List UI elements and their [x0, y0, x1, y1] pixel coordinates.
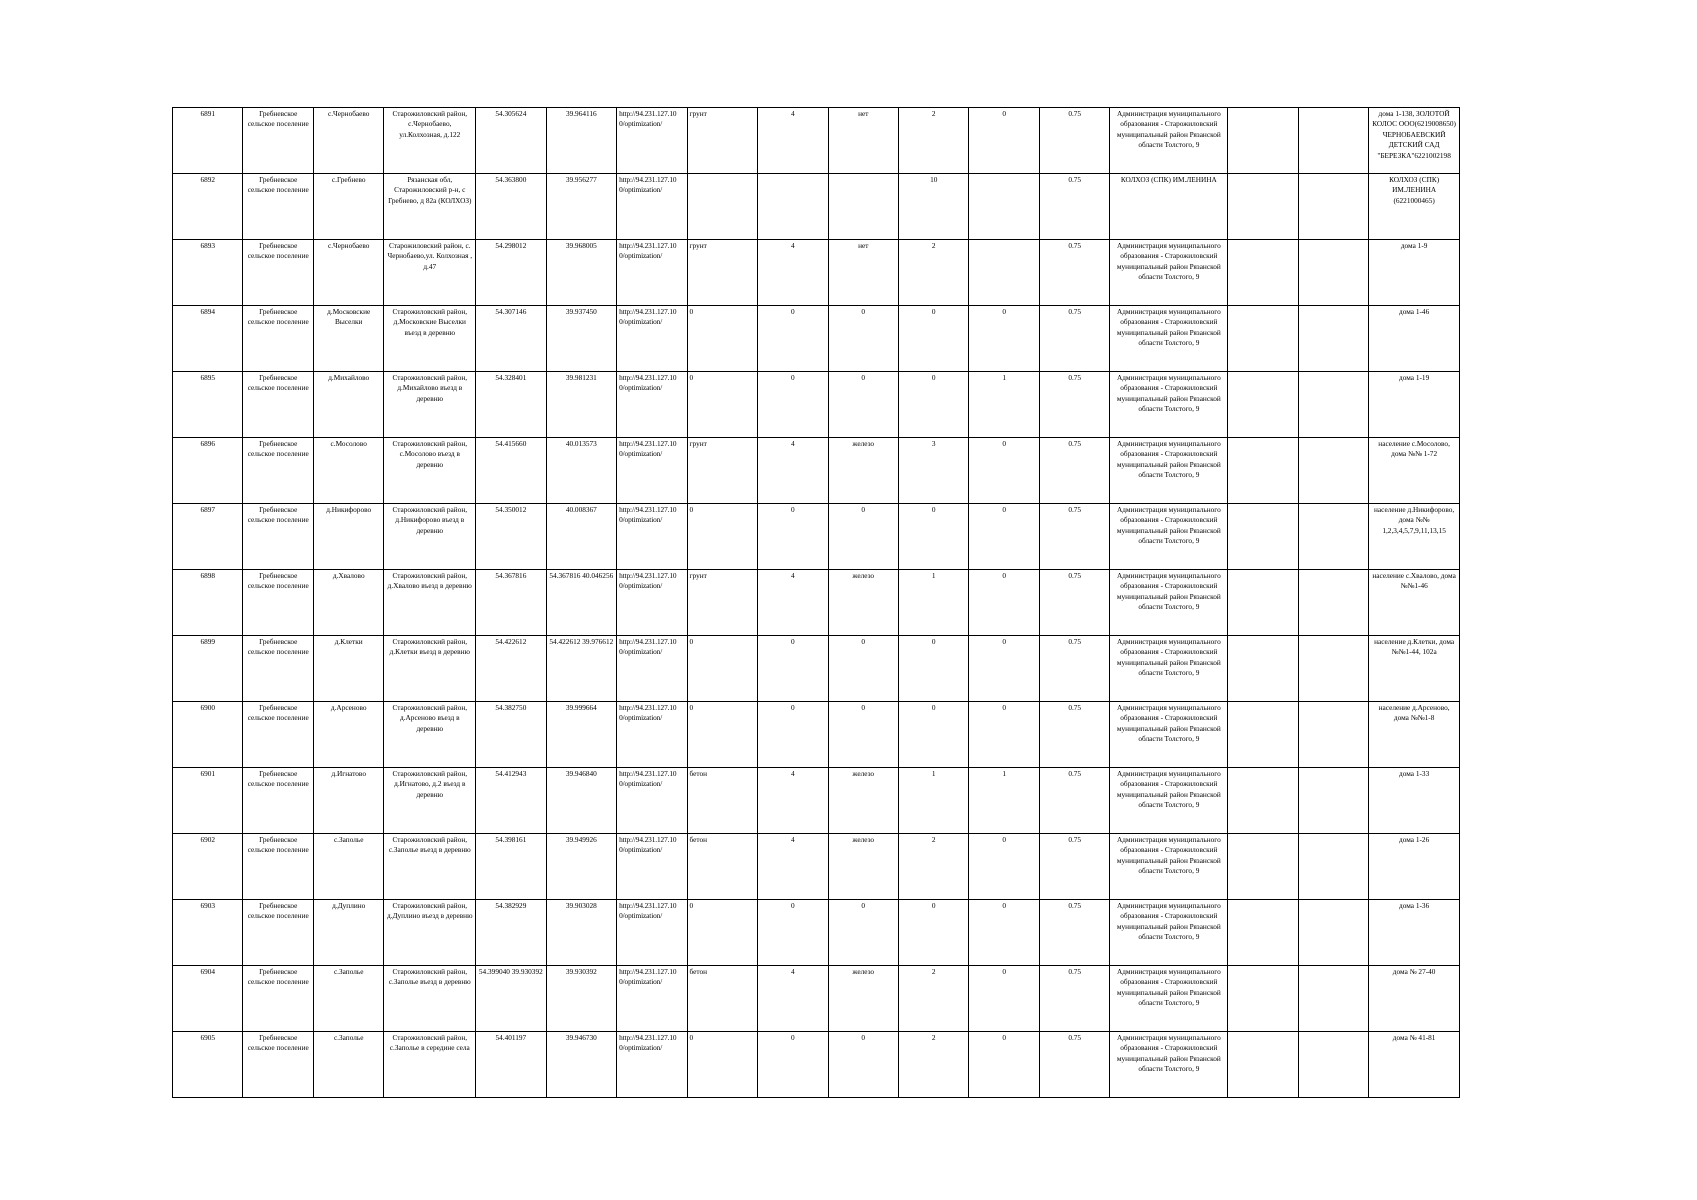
planned-containers-cell: 1 [969, 372, 1039, 438]
address-cell: Старожиловский район, с.Заполье в середине села [384, 1032, 476, 1098]
container-volume-cell: 0.75 [1039, 570, 1109, 636]
locality-cell: д.Клетки [313, 636, 383, 702]
settlement-cell: Гребневское сельское поселение [243, 438, 313, 504]
waste-sources-cell: население с.Мосолово, дома №№ 1-72 [1369, 438, 1460, 504]
settlement-cell: Гребневское сельское поселение [243, 108, 313, 174]
container-volume-cell: 0.75 [1039, 702, 1109, 768]
table-row [173, 108, 1460, 174]
latitude-cell: 54.350012 [476, 504, 546, 570]
table-row [173, 768, 1460, 834]
owner-cell: Администрация муниципального образования - Старожиловский муниципальный район Рязанской области Толстого, 9 [1110, 306, 1228, 372]
empty-cell [1228, 768, 1298, 834]
longitude-cell: 39.968005 [546, 240, 616, 306]
surface-type-cell: бетон [687, 768, 757, 834]
empty-cell [1228, 504, 1298, 570]
map-link-cell[interactable]: http://94.231.127.10 0/optimization/ [617, 966, 687, 1032]
container-volume-cell: 0.75 [1039, 834, 1109, 900]
empty-cell [1228, 702, 1298, 768]
table-row [173, 504, 1460, 570]
address-cell: Старожиловский район, д.Дуплино въезд в деревню [384, 900, 476, 966]
latitude-cell: 54.298012 [476, 240, 546, 306]
surface-type-cell: 0 [687, 504, 757, 570]
empty-cell [1298, 570, 1368, 636]
fence-material-cell: 0 [828, 1032, 898, 1098]
container-volume-cell: 0.75 [1039, 306, 1109, 372]
container-volume-cell: 0.75 [1039, 636, 1109, 702]
container-volume-cell: 0.75 [1039, 438, 1109, 504]
surface-type-cell: грунт [687, 240, 757, 306]
table-row [173, 174, 1460, 240]
waste-sources-cell: дома 1-33 [1369, 768, 1460, 834]
empty-cell [1298, 438, 1368, 504]
planned-containers-cell: 0 [969, 636, 1039, 702]
record-id-cell: 6903 [173, 900, 243, 966]
surface-type-cell: 0 [687, 372, 757, 438]
planned-containers-cell: 0 [969, 834, 1039, 900]
containers-count-cell: 2 [899, 108, 969, 174]
locality-cell: с.Гребнево [313, 174, 383, 240]
address-cell: Старожиловский район, д.Игнатово, д.2 въезд в деревню [384, 768, 476, 834]
latitude-cell: 54.415660 [476, 438, 546, 504]
settlement-cell: Гребневское сельское поселение [243, 768, 313, 834]
empty-cell [1298, 372, 1368, 438]
empty-cell [1298, 768, 1368, 834]
table-row [173, 240, 1460, 306]
address-cell: Старожиловский район, д.Клетки въезд в деревню [384, 636, 476, 702]
table-row [173, 372, 1460, 438]
area-cell [758, 174, 828, 240]
fence-material-cell: нет [828, 240, 898, 306]
waste-sources-cell: население д.Арсеново, дома №№1-8 [1369, 702, 1460, 768]
surface-type-cell: 0 [687, 636, 757, 702]
containers-count-cell: 0 [899, 636, 969, 702]
address-cell: Старожиловский район, д.Арсеново въезд в деревню [384, 702, 476, 768]
locality-cell: с.Чернобаево [313, 108, 383, 174]
fence-material-cell: железо [828, 438, 898, 504]
longitude-cell: 40.008367 [546, 504, 616, 570]
locality-cell: д.Хвалово [313, 570, 383, 636]
owner-cell: Администрация муниципального образования - Старожиловский муниципальный район Рязанской области Толстого, 9 [1110, 438, 1228, 504]
address-cell: Старожиловский район, д.Михайлово въезд в деревню [384, 372, 476, 438]
surface-type-cell: 0 [687, 1032, 757, 1098]
latitude-cell: 54.307146 [476, 306, 546, 372]
longitude-cell: 39.937450 [546, 306, 616, 372]
fence-material-cell: железо [828, 768, 898, 834]
settlement-cell: Гребневское сельское поселение [243, 636, 313, 702]
planned-containers-cell [969, 240, 1039, 306]
planned-containers-cell: 0 [969, 1032, 1039, 1098]
map-link-cell[interactable]: http://94.231.127.10 0/optimization/ [617, 702, 687, 768]
latitude-cell: 54.382929 [476, 900, 546, 966]
settlement-cell: Гребневское сельское поселение [243, 966, 313, 1032]
waste-sources-cell: население д.Клетки, дома №№1-44, 102а [1369, 636, 1460, 702]
locality-cell: с.Заполье [313, 834, 383, 900]
planned-containers-cell: 0 [969, 108, 1039, 174]
area-cell: 0 [758, 504, 828, 570]
containers-count-cell: 2 [899, 1032, 969, 1098]
empty-cell [1298, 240, 1368, 306]
planned-containers-cell: 0 [969, 900, 1039, 966]
record-id-cell: 6900 [173, 702, 243, 768]
empty-cell [1298, 174, 1368, 240]
container-volume-cell: 0.75 [1039, 240, 1109, 306]
address-cell: Старожиловский район, д.Никифорово въезд в деревню [384, 504, 476, 570]
fence-material-cell [828, 174, 898, 240]
containers-count-cell: 0 [899, 306, 969, 372]
address-cell: Рязанская обл, Старожиловский р-н, с Гребнево, д 82а (КОЛХОЗ) [384, 174, 476, 240]
locality-cell: д.Михайлово [313, 372, 383, 438]
container-volume-cell: 0.75 [1039, 174, 1109, 240]
area-cell: 0 [758, 1032, 828, 1098]
empty-cell [1228, 438, 1298, 504]
longitude-cell: 39.903028 [546, 900, 616, 966]
settlement-cell: Гребневское сельское поселение [243, 1032, 313, 1098]
waste-sources-cell: КОЛХОЗ (СПК) ИМ.ЛЕНИНА (6221000465) [1369, 174, 1460, 240]
table-row [173, 1032, 1460, 1098]
empty-cell [1298, 900, 1368, 966]
table-row [173, 834, 1460, 900]
containers-count-cell: 1 [899, 768, 969, 834]
owner-cell: Администрация муниципального образования - Старожиловский муниципальный район Рязанской области Толстого, 9 [1110, 702, 1228, 768]
map-link-cell[interactable]: http://94.231.127.10 0/optimization/ [617, 306, 687, 372]
empty-cell [1228, 636, 1298, 702]
containers-count-cell: 2 [899, 240, 969, 306]
containers-count-cell: 10 [899, 174, 969, 240]
locality-cell: д.Московские Выселки [313, 306, 383, 372]
area-cell: 0 [758, 372, 828, 438]
registry-rows [173, 108, 1460, 1098]
map-link-cell[interactable]: http://94.231.127.10 0/optimization/ [617, 900, 687, 966]
area-cell: 4 [758, 438, 828, 504]
locality-cell: д.Никифорово [313, 504, 383, 570]
longitude-cell: 54.367816 40.046256 [546, 570, 616, 636]
surface-type-cell: 0 [687, 306, 757, 372]
address-cell: Старожиловский район, с. Чернобаево,ул. Колхозная , д.47 [384, 240, 476, 306]
planned-containers-cell: 1 [969, 768, 1039, 834]
latitude-cell: 54.422612 [476, 636, 546, 702]
owner-cell: Администрация муниципального образования - Старожиловский муниципальный район Рязанской области Толстого, 9 [1110, 636, 1228, 702]
map-link-cell[interactable]: http://94.231.127.10 0/optimization/ [617, 240, 687, 306]
container-volume-cell: 0.75 [1039, 900, 1109, 966]
waste-sources-cell: дома 1-46 [1369, 306, 1460, 372]
containers-count-cell: 0 [899, 504, 969, 570]
surface-type-cell [687, 174, 757, 240]
containers-count-cell: 1 [899, 570, 969, 636]
fence-material-cell: 0 [828, 900, 898, 966]
fence-material-cell: 0 [828, 636, 898, 702]
address-cell: Старожиловский район, с.Заполье въезд в деревню [384, 834, 476, 900]
record-id-cell: 6905 [173, 1032, 243, 1098]
waste-sources-cell: дома № 27-40 [1369, 966, 1460, 1032]
area-cell: 4 [758, 768, 828, 834]
empty-cell [1228, 1032, 1298, 1098]
area-cell: 0 [758, 636, 828, 702]
record-id-cell: 6897 [173, 504, 243, 570]
record-id-cell: 6892 [173, 174, 243, 240]
address-cell: Старожиловский район, с.Заполье въезд в деревню [384, 966, 476, 1032]
longitude-cell: 39.930392 [546, 966, 616, 1032]
area-cell: 4 [758, 570, 828, 636]
empty-cell [1298, 834, 1368, 900]
owner-cell: Администрация муниципального образования - Старожиловский муниципальный район Рязанской области Толстого, 9 [1110, 504, 1228, 570]
container-volume-cell: 0.75 [1039, 504, 1109, 570]
settlement-cell: Гребневское сельское поселение [243, 504, 313, 570]
longitude-cell: 54.422612 39.976612 [546, 636, 616, 702]
fence-material-cell: 0 [828, 372, 898, 438]
containers-count-cell: 0 [899, 702, 969, 768]
owner-cell: Администрация муниципального образования - Старожиловский муниципальный район Рязанской области Толстого, 9 [1110, 570, 1228, 636]
map-link-cell[interactable]: http://94.231.127.10 0/optimization/ [617, 504, 687, 570]
map-link-cell[interactable]: http://94.231.127.10 0/optimization/ [617, 108, 687, 174]
empty-cell [1298, 636, 1368, 702]
empty-cell [1228, 108, 1298, 174]
empty-cell [1228, 306, 1298, 372]
settlement-cell: Гребневское сельское поселение [243, 372, 313, 438]
longitude-cell: 39.956277 [546, 174, 616, 240]
owner-cell: Администрация муниципального образования - Старожиловский муниципальный район Рязанской области Толстого, 9 [1110, 966, 1228, 1032]
planned-containers-cell: 0 [969, 702, 1039, 768]
registry-table [172, 107, 1460, 1098]
planned-containers-cell: 0 [969, 306, 1039, 372]
map-link-cell[interactable]: http://94.231.127.10 0/optimization/ [617, 174, 687, 240]
map-link-cell[interactable]: http://94.231.127.10 0/optimization/ [617, 834, 687, 900]
table-row [173, 438, 1460, 504]
area-cell: 0 [758, 702, 828, 768]
settlement-cell: Гребневское сельское поселение [243, 834, 313, 900]
address-cell: Старожиловский район, д.Московские Выселки въезд в деревню [384, 306, 476, 372]
empty-cell [1298, 1032, 1368, 1098]
surface-type-cell: 0 [687, 702, 757, 768]
map-link-cell[interactable]: http://94.231.127.10 0/optimization/ [617, 768, 687, 834]
table-row [173, 900, 1460, 966]
locality-cell: с.Заполье [313, 966, 383, 1032]
table-row [173, 966, 1460, 1032]
locality-cell: д.Арсеново [313, 702, 383, 768]
record-id-cell: 6904 [173, 966, 243, 1032]
container-volume-cell: 0.75 [1039, 372, 1109, 438]
area-cell: 4 [758, 240, 828, 306]
locality-cell: с.Заполье [313, 1032, 383, 1098]
empty-cell [1298, 108, 1368, 174]
map-link-cell[interactable]: http://94.231.127.10 0/optimization/ [617, 438, 687, 504]
record-id-cell: 6899 [173, 636, 243, 702]
table-row [173, 306, 1460, 372]
empty-cell [1228, 372, 1298, 438]
record-id-cell: 6893 [173, 240, 243, 306]
empty-cell [1228, 174, 1298, 240]
fence-material-cell: нет [828, 108, 898, 174]
latitude-cell: 54.305624 [476, 108, 546, 174]
settlement-cell: Гребневское сельское поселение [243, 174, 313, 240]
latitude-cell: 54.399040 39.930392 [476, 966, 546, 1032]
waste-sources-cell: население д.Никифорово, дома №№ 1,2,3,4,5,7,9,11,13,15 [1369, 504, 1460, 570]
owner-cell: Администрация муниципального образования - Старожиловский муниципальный район Рязанской области Толстого, 9 [1110, 1032, 1228, 1098]
latitude-cell: 54.382750 [476, 702, 546, 768]
empty-cell [1228, 966, 1298, 1032]
area-cell: 0 [758, 900, 828, 966]
empty-cell [1228, 570, 1298, 636]
fence-material-cell: 0 [828, 504, 898, 570]
locality-cell: д.Игнатово [313, 768, 383, 834]
longitude-cell: 39.981231 [546, 372, 616, 438]
planned-containers-cell: 0 [969, 504, 1039, 570]
latitude-cell: 54.401197 [476, 1032, 546, 1098]
owner-cell: Администрация муниципального образования - Старожиловский муниципальный район Рязанской области Толстого, 9 [1110, 834, 1228, 900]
containers-count-cell: 3 [899, 438, 969, 504]
fence-material-cell: 0 [828, 702, 898, 768]
surface-type-cell: бетон [687, 834, 757, 900]
map-link-cell[interactable]: http://94.231.127.10 0/optimization/ [617, 570, 687, 636]
owner-cell: Администрация муниципального образования - Старожиловский муниципальный район Рязанской области Толстого, 9 [1110, 108, 1228, 174]
area-cell: 4 [758, 108, 828, 174]
longitude-cell: 39.949926 [546, 834, 616, 900]
containers-count-cell: 0 [899, 900, 969, 966]
planned-containers-cell [969, 174, 1039, 240]
map-link-cell[interactable]: http://94.231.127.10 0/optimization/ [617, 636, 687, 702]
locality-cell: д.Дуплино [313, 900, 383, 966]
empty-cell [1228, 834, 1298, 900]
planned-containers-cell: 0 [969, 570, 1039, 636]
latitude-cell: 54.412943 [476, 768, 546, 834]
waste-sources-cell: дома № 41-81 [1369, 1032, 1460, 1098]
surface-type-cell: бетон [687, 966, 757, 1032]
owner-cell: Администрация муниципального образования - Старожиловский муниципальный район Рязанской области Толстого, 9 [1110, 768, 1228, 834]
owner-cell: Администрация муниципального образования - Старожиловский муниципальный район Рязанской области Толстого, 9 [1110, 372, 1228, 438]
waste-sources-cell: дома 1-36 [1369, 900, 1460, 966]
address-cell: Старожиловский район, с.Мосолово въезд в деревню [384, 438, 476, 504]
waste-sources-cell: дома 1-9 [1369, 240, 1460, 306]
record-id-cell: 6898 [173, 570, 243, 636]
locality-cell: с.Чернобаево [313, 240, 383, 306]
surface-type-cell: 0 [687, 900, 757, 966]
empty-cell [1298, 702, 1368, 768]
area-cell: 0 [758, 306, 828, 372]
fence-material-cell: железо [828, 570, 898, 636]
container-volume-cell: 0.75 [1039, 966, 1109, 1032]
table-row [173, 702, 1460, 768]
table-row [173, 570, 1460, 636]
record-id-cell: 6902 [173, 834, 243, 900]
record-id-cell: 6894 [173, 306, 243, 372]
record-id-cell: 6896 [173, 438, 243, 504]
empty-cell [1298, 504, 1368, 570]
registry-sheet [172, 107, 1460, 1098]
settlement-cell: Гребневское сельское поселение [243, 900, 313, 966]
map-link-cell[interactable]: http://94.231.127.10 0/optimization/ [617, 1032, 687, 1098]
owner-cell: Администрация муниципального образования - Старожиловский муниципальный район Рязанской области Толстого, 9 [1110, 240, 1228, 306]
surface-type-cell: грунт [687, 438, 757, 504]
container-volume-cell: 0.75 [1039, 108, 1109, 174]
address-cell: Старожиловский район, д.Хвалово въезд в деревню [384, 570, 476, 636]
settlement-cell: Гребневское сельское поселение [243, 306, 313, 372]
waste-sources-cell: дома 1-26 [1369, 834, 1460, 900]
record-id-cell: 6895 [173, 372, 243, 438]
longitude-cell: 39.999664 [546, 702, 616, 768]
longitude-cell: 40.013573 [546, 438, 616, 504]
empty-cell [1298, 306, 1368, 372]
surface-type-cell: грунт [687, 570, 757, 636]
settlement-cell: Гребневское сельское поселение [243, 702, 313, 768]
fence-material-cell: железо [828, 966, 898, 1032]
record-id-cell: 6891 [173, 108, 243, 174]
owner-cell: КОЛХОЗ (СПК) ИМ.ЛЕНИНА [1110, 174, 1228, 240]
area-cell: 4 [758, 834, 828, 900]
planned-containers-cell: 0 [969, 438, 1039, 504]
address-cell: Старожиловский район, с.Чернобаево, ул.Колхозная, д.122 [384, 108, 476, 174]
waste-sources-cell: население с.Хвалово, дома №№1-46 [1369, 570, 1460, 636]
waste-sources-cell: дома 1-138, ЗОЛОТОЙ КОЛОС ООО(6219008650) ЧЕРНОБАЕВСКИЙ ДЕТСКИЙ САД "БЕРЕЗКА"6221002198 [1369, 108, 1460, 174]
locality-cell: с.Мосолово [313, 438, 383, 504]
container-volume-cell: 0.75 [1039, 1032, 1109, 1098]
container-volume-cell: 0.75 [1039, 768, 1109, 834]
latitude-cell: 54.328401 [476, 372, 546, 438]
empty-cell [1228, 900, 1298, 966]
empty-cell [1228, 240, 1298, 306]
surface-type-cell: грунт [687, 108, 757, 174]
longitude-cell: 39.946840 [546, 768, 616, 834]
longitude-cell: 39.946730 [546, 1032, 616, 1098]
latitude-cell: 54.363800 [476, 174, 546, 240]
containers-count-cell: 2 [899, 966, 969, 1032]
longitude-cell: 39.964116 [546, 108, 616, 174]
latitude-cell: 54.367816 [476, 570, 546, 636]
settlement-cell: Гребневское сельское поселение [243, 570, 313, 636]
table-row [173, 636, 1460, 702]
owner-cell: Администрация муниципального образования - Старожиловский муниципальный район Рязанской области Толстого, 9 [1110, 900, 1228, 966]
empty-cell [1298, 966, 1368, 1032]
containers-count-cell: 0 [899, 372, 969, 438]
map-link-cell[interactable]: http://94.231.127.10 0/optimization/ [617, 372, 687, 438]
planned-containers-cell: 0 [969, 966, 1039, 1032]
latitude-cell: 54.398161 [476, 834, 546, 900]
waste-sources-cell: дома 1-19 [1369, 372, 1460, 438]
record-id-cell: 6901 [173, 768, 243, 834]
settlement-cell: Гребневское сельское поселение [243, 240, 313, 306]
area-cell: 4 [758, 966, 828, 1032]
fence-material-cell: железо [828, 834, 898, 900]
fence-material-cell: 0 [828, 306, 898, 372]
containers-count-cell: 2 [899, 834, 969, 900]
